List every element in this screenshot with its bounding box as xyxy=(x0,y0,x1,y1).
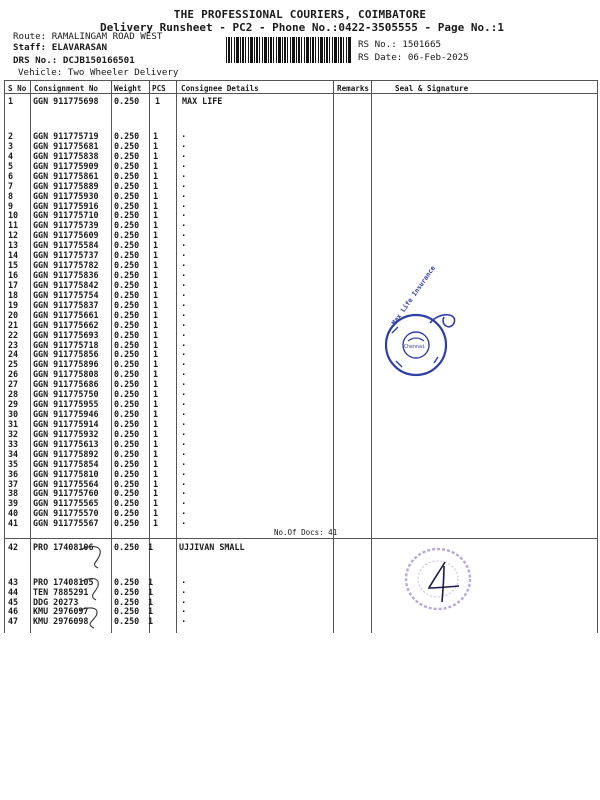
row-weight: 0.250 xyxy=(114,309,140,320)
col-divider xyxy=(371,80,372,633)
handwritten-marks xyxy=(78,540,118,630)
consignee-dot: . xyxy=(181,259,187,270)
row-sno: 18 xyxy=(8,289,19,300)
row-pcs: 1 xyxy=(153,369,159,380)
row-pcs: 1 xyxy=(153,428,159,439)
row-sno: 3 xyxy=(8,140,14,151)
signature-mark xyxy=(425,558,465,608)
row-sno: 27 xyxy=(8,379,19,390)
consignee-dot: . xyxy=(181,338,187,349)
col-header-weight: Weight xyxy=(114,84,142,93)
col-header-pcs: PCS xyxy=(152,84,166,93)
row-sno: 47 xyxy=(8,616,19,627)
row-weight: 0.250 xyxy=(114,468,140,479)
row-pcs: 1 xyxy=(153,140,159,151)
row-consignment-no: GGN 911775565 xyxy=(33,498,99,509)
barcode-image xyxy=(226,37,352,63)
row-pcs: 1 xyxy=(153,448,159,459)
row-pcs: 1 xyxy=(153,488,159,499)
row-pcs: 1 xyxy=(153,230,159,241)
row-sno: 22 xyxy=(8,329,19,340)
row-consignment-no: GGN 911775661 xyxy=(33,309,99,320)
row-sno: 16 xyxy=(8,270,19,281)
row-weight: 0.250 xyxy=(114,606,140,617)
consignee-dot: . xyxy=(181,169,187,180)
consignee-dot: . xyxy=(181,605,187,616)
row-sno: 9 xyxy=(8,200,14,211)
row-sno: 24 xyxy=(8,349,19,360)
consignee-dot: . xyxy=(181,308,187,319)
row-consignment-no: GGN 911775760 xyxy=(33,488,99,499)
row-weight: 0.250 xyxy=(114,379,140,390)
row-weight: 0.250 xyxy=(114,299,140,310)
consignee-dot: . xyxy=(181,249,187,260)
route-line xyxy=(13,31,162,42)
consignee-dot: . xyxy=(181,615,187,626)
row-pcs: 1 xyxy=(148,606,154,617)
table-right-border xyxy=(597,80,598,633)
row-consignment-no: GGN 911775914 xyxy=(33,418,99,429)
row-pcs: 1 xyxy=(153,319,159,330)
row-pcs: 1 xyxy=(153,339,159,350)
row-pcs: 1 xyxy=(153,468,159,479)
row-consignment-no: DDG 20273 xyxy=(33,596,79,607)
row-weight: 0.250 xyxy=(114,488,140,499)
row-consignment-no: GGN 911775698 xyxy=(33,96,99,106)
consignee-dot: . xyxy=(181,408,187,419)
docs-count: No.Of Docs: 41 xyxy=(274,528,338,537)
row-pcs: 1 xyxy=(153,289,159,300)
row-consignment-no: GGN 911775609 xyxy=(33,230,99,241)
row-consignment-no: KMU 2976098 xyxy=(33,616,89,627)
row-consignment-no: GGN 911775710 xyxy=(33,210,99,221)
row-pcs: 1 xyxy=(148,577,154,587)
row-consignment-no: GGN 911775955 xyxy=(33,399,99,410)
row-weight: 0.250 xyxy=(114,250,140,261)
consignee-dot: . xyxy=(181,159,187,170)
row-weight: 0.250 xyxy=(114,409,140,420)
runsheet-subtitle: Delivery Runsheet - PC2 - Phone No.:0422-3505555 - Page No.:1 xyxy=(100,21,504,34)
row-consignment-no: GGN 911775782 xyxy=(33,260,99,271)
row-pcs: 1 xyxy=(148,596,154,607)
consignee-dot: . xyxy=(181,517,187,528)
route-label: Route: xyxy=(13,31,47,42)
row-weight: 0.250 xyxy=(114,339,140,350)
row-weight: 0.250 xyxy=(114,596,140,607)
row-pcs: 1 xyxy=(153,210,159,221)
row-pcs: 1 xyxy=(153,349,159,360)
row-sno: 42 xyxy=(8,542,19,552)
rs-no-line xyxy=(358,39,441,50)
row-weight: 0.250 xyxy=(114,190,140,201)
col-header-consignee: Consignee Details xyxy=(181,84,259,93)
row-pcs: 1 xyxy=(153,399,159,410)
row-sno: 33 xyxy=(8,438,19,449)
row-pcs: 1 xyxy=(153,279,159,290)
row-weight: 0.250 xyxy=(114,279,140,290)
row-consignment-no: GGN 911775842 xyxy=(33,279,99,290)
consignee-dot: . xyxy=(181,595,187,606)
row-consignment-no: GGN 911775750 xyxy=(33,389,99,400)
row-consignment-no: GGN 911775613 xyxy=(33,438,99,449)
row-consignee: UJJIVAN SMALL xyxy=(179,542,245,552)
row-pcs: 1 xyxy=(153,518,159,529)
row-consignee: MAX LIFE xyxy=(182,96,223,106)
row-sno: 7 xyxy=(8,180,14,191)
row-pcs: 1 xyxy=(153,329,159,340)
row-weight: 0.250 xyxy=(114,96,140,106)
row-sno: 14 xyxy=(8,250,19,261)
row-pcs: 1 xyxy=(148,542,154,552)
row-consignment-no: GGN 911775567 xyxy=(33,518,99,529)
row-consignment-no: GGN 911775686 xyxy=(33,379,99,390)
consignee-dot: . xyxy=(181,398,187,409)
consignee-dot: . xyxy=(181,209,187,220)
row-consignment-no: GGN 911775584 xyxy=(33,240,99,251)
consignee-dot: . xyxy=(181,288,187,299)
row-weight: 0.250 xyxy=(114,160,140,171)
row-pcs: 1 xyxy=(153,498,159,509)
row-pcs: 1 xyxy=(153,438,159,449)
row-consignment-no: PRO 17408105 xyxy=(33,577,94,587)
row-sno: 5 xyxy=(8,160,14,171)
consignee-dot: . xyxy=(181,348,187,359)
row-weight: 0.250 xyxy=(114,518,140,529)
row-consignment-no: PRO 17408106 xyxy=(33,542,94,552)
row-consignment-no: GGN 911775837 xyxy=(33,299,99,310)
row-consignment-no: KMU 2976097 xyxy=(33,606,89,617)
row-weight: 0.250 xyxy=(114,180,140,191)
consignee-dot: . xyxy=(181,149,187,160)
row-pcs: 1 xyxy=(153,131,159,141)
row-consignment-no: GGN 911775856 xyxy=(33,349,99,360)
row-consignment-no: GGN 911775896 xyxy=(33,359,99,370)
row-consignment-no: GGN 911775854 xyxy=(33,458,99,469)
row-sno: 44 xyxy=(8,586,19,597)
seal-text: Max Life Insurance xyxy=(390,264,437,327)
consignee-dot: . xyxy=(181,199,187,210)
row-pcs: 1 xyxy=(153,200,159,211)
row-weight: 0.250 xyxy=(114,438,140,449)
row-consignment-no: GGN 911775681 xyxy=(33,140,99,151)
row-sno: 2 xyxy=(8,131,14,141)
consignee-dot: . xyxy=(181,378,187,389)
row-weight: 0.250 xyxy=(114,389,140,400)
row-pcs: 1 xyxy=(153,418,159,429)
consignee-dot: . xyxy=(181,437,187,448)
row-pcs: 1 xyxy=(153,260,159,271)
row-pcs: 1 xyxy=(153,409,159,420)
vehicle-value: Two Wheeler Delivery xyxy=(67,67,179,78)
col-divider xyxy=(176,80,177,633)
row-sno: 11 xyxy=(8,220,19,231)
row-sno: 39 xyxy=(8,498,19,509)
row-weight: 0.250 xyxy=(114,577,140,587)
row-weight: 0.250 xyxy=(114,418,140,429)
row-pcs: 1 xyxy=(153,250,159,261)
row-sno: 1 xyxy=(8,96,14,106)
row-pcs: 1 xyxy=(153,150,159,161)
consignee-dot: . xyxy=(181,477,187,488)
row-pcs: 1 xyxy=(153,389,159,400)
row-weight: 0.250 xyxy=(114,220,140,231)
row-consignment-no: GGN 911775693 xyxy=(33,329,99,340)
consignee-dot: . xyxy=(181,417,187,428)
consignee-dot: . xyxy=(181,447,187,458)
consignee-dot: . xyxy=(181,358,187,369)
row-sno: 38 xyxy=(8,488,19,499)
row-sno: 8 xyxy=(8,190,14,201)
vehicle-line xyxy=(18,67,178,78)
consignee-dot: . xyxy=(181,585,187,596)
row-consignment-no: GGN 911775570 xyxy=(33,508,99,519)
rs-date-label: RS Date: xyxy=(358,52,403,63)
row-consignment-no: GGN 911775892 xyxy=(33,448,99,459)
row-sno: 17 xyxy=(8,279,19,290)
consignee-dot: . xyxy=(181,328,187,339)
col-divider xyxy=(30,80,31,633)
row-pcs: 1 xyxy=(153,270,159,281)
route-value: RAMALINGAM ROAD WEST xyxy=(51,31,163,42)
table-header-border xyxy=(4,93,598,94)
row-consignment-no: GGN 911775916 xyxy=(33,200,99,211)
rs-no-label: RS No.: xyxy=(358,39,397,50)
rs-date-value: 06-Feb-2025 xyxy=(407,52,469,63)
consignee-dot: . xyxy=(181,229,187,240)
company-title: THE PROFESSIONAL COURIERS, COIMBATORE xyxy=(173,8,427,21)
row-pcs: 1 xyxy=(153,478,159,489)
row-consignment-no: GGN 911775838 xyxy=(33,150,99,161)
row-consignment-no: GGN 911775754 xyxy=(33,289,99,300)
row-weight: 0.250 xyxy=(114,616,140,627)
consignee-dot: . xyxy=(181,427,187,438)
row-consignment-no: GGN 911775861 xyxy=(33,170,99,181)
row-pcs: 1 xyxy=(153,180,159,191)
consignee-dot: . xyxy=(181,368,187,379)
row-weight: 0.250 xyxy=(114,289,140,300)
row-consignment-no: GGN 911775662 xyxy=(33,319,99,330)
row-sno: 45 xyxy=(8,596,19,607)
consignee-dot: . xyxy=(181,239,187,250)
row-weight: 0.250 xyxy=(114,399,140,410)
row-weight: 0.250 xyxy=(114,458,140,469)
row-sno: 20 xyxy=(8,309,19,320)
row-sno: 26 xyxy=(8,369,19,380)
consignee-dot: . xyxy=(181,278,187,289)
consignee-dot: . xyxy=(181,130,187,140)
row-weight: 0.250 xyxy=(114,349,140,360)
row-sno: 30 xyxy=(8,409,19,420)
drs-value: DCJB150166501 xyxy=(62,55,135,66)
row-weight: 0.250 xyxy=(114,586,140,597)
row-consignment-no: TEN 7885291 xyxy=(33,586,89,597)
row-weight: 0.250 xyxy=(114,359,140,370)
row-sno: 6 xyxy=(8,170,14,181)
consignee-dot: . xyxy=(181,487,187,498)
row-pcs: 1 xyxy=(148,586,154,597)
row-sno: 12 xyxy=(8,230,19,241)
consignee-dot: . xyxy=(181,189,187,200)
row-sno: 28 xyxy=(8,389,19,400)
row-consignment-no: GGN 911775889 xyxy=(33,180,99,191)
row-consignment-no: GGN 911775739 xyxy=(33,220,99,231)
col-header-consignment: Consignment No xyxy=(34,84,99,93)
row-consignment-no: GGN 911775946 xyxy=(33,409,99,420)
row-consignment-no: GGN 911775930 xyxy=(33,190,99,201)
consignee-dot: . xyxy=(181,497,187,508)
row-sno: 37 xyxy=(8,478,19,489)
row-consignment-no: GGN 911775836 xyxy=(33,270,99,281)
row-consignment-no: GGN 911775564 xyxy=(33,478,99,489)
row-weight: 0.250 xyxy=(114,319,140,330)
row-weight: 0.250 xyxy=(114,260,140,271)
row-weight: 0.250 xyxy=(114,200,140,211)
consignee-dot: . xyxy=(181,219,187,230)
row-weight: 0.250 xyxy=(114,140,140,151)
rs-no-value: 1501665 xyxy=(402,39,442,50)
row-consignment-no: GGN 911775932 xyxy=(33,428,99,439)
row-sno: 15 xyxy=(8,260,19,271)
drs-label: DRS No.: xyxy=(13,55,58,66)
col-divider xyxy=(333,80,334,633)
row-pcs: 1 xyxy=(153,170,159,181)
row-pcs: 1 xyxy=(153,240,159,251)
consignee-dot: . xyxy=(181,576,187,586)
consignee-dot: . xyxy=(181,457,187,468)
row-pcs: 1 xyxy=(153,458,159,469)
col-header-seal: Seal & Signature xyxy=(395,84,469,93)
row-weight: 0.250 xyxy=(114,230,140,241)
consignee-dot: . xyxy=(181,298,187,309)
consignee-dot: . xyxy=(181,179,187,190)
row-weight: 0.250 xyxy=(114,508,140,519)
row-weight: 0.250 xyxy=(114,150,140,161)
drs-line xyxy=(13,55,135,66)
row-sno: 19 xyxy=(8,299,19,310)
table-top-border xyxy=(4,80,598,81)
row-weight: 0.250 xyxy=(114,131,140,141)
row-pcs: 1 xyxy=(148,616,154,627)
row-sno: 21 xyxy=(8,319,19,330)
row-weight: 0.250 xyxy=(114,369,140,380)
row-weight: 0.250 xyxy=(114,270,140,281)
consignee-dot: . xyxy=(181,388,187,399)
staff-line xyxy=(13,42,107,53)
col-header-sno: S No xyxy=(8,84,27,93)
row-consignment-no: GGN 911775718 xyxy=(33,339,99,350)
row-sno: 29 xyxy=(8,399,19,410)
row-pcs: 1 xyxy=(153,220,159,231)
table-left-border xyxy=(4,80,5,633)
row-weight: 0.250 xyxy=(114,329,140,340)
row-pcs: 1 xyxy=(153,160,159,171)
row-consignment-no: GGN 911775719 xyxy=(33,131,99,141)
row-pcs: 1 xyxy=(155,96,161,106)
row-sno: 43 xyxy=(8,577,19,587)
staff-value: ELAVARASAN xyxy=(51,42,108,53)
row-sno: 40 xyxy=(8,508,19,519)
row-consignment-no: GGN 911775808 xyxy=(33,369,99,380)
row-sno: 4 xyxy=(8,150,14,161)
row-sno: 23 xyxy=(8,339,19,350)
row-consignment-no: GGN 911775810 xyxy=(33,468,99,479)
row-sno: 13 xyxy=(8,240,19,251)
consignee-dot: . xyxy=(181,507,187,518)
vehicle-label: Vehicle: xyxy=(18,67,63,78)
row-consignment-no: GGN 911775909 xyxy=(33,160,99,171)
row-sno: 46 xyxy=(8,606,19,617)
row-sno: 10 xyxy=(8,210,19,221)
row-consignment-no: GGN 911775737 xyxy=(33,250,99,261)
row-weight: 0.250 xyxy=(114,240,140,251)
row-sno: 36 xyxy=(8,468,19,479)
row-pcs: 1 xyxy=(153,359,159,370)
group-divider xyxy=(4,538,598,539)
row-pcs: 1 xyxy=(153,508,159,519)
row-sno: 32 xyxy=(8,428,19,439)
seal-inner-text: Chennai xyxy=(404,344,426,350)
row-weight: 0.250 xyxy=(114,542,140,552)
consignee-dot: . xyxy=(181,467,187,478)
staff-label: Staff: xyxy=(13,42,47,53)
row-weight: 0.250 xyxy=(114,170,140,181)
row-sno: 35 xyxy=(8,458,19,469)
row-weight: 0.250 xyxy=(114,210,140,221)
col-header-remarks: Remarks xyxy=(337,84,370,93)
row-weight: 0.250 xyxy=(114,448,140,459)
row-weight: 0.250 xyxy=(114,428,140,439)
row-sno: 31 xyxy=(8,418,19,429)
row-weight: 0.250 xyxy=(114,478,140,489)
rs-date-line xyxy=(358,52,469,63)
row-pcs: 1 xyxy=(153,309,159,320)
row-weight: 0.250 xyxy=(114,498,140,509)
row-sno: 41 xyxy=(8,518,19,529)
consignee-dot: . xyxy=(181,139,187,150)
row-pcs: 1 xyxy=(153,379,159,390)
row-pcs: 1 xyxy=(153,299,159,310)
consignee-dot: . xyxy=(181,318,187,329)
consignee-dot: . xyxy=(181,269,187,280)
row-pcs: 1 xyxy=(153,190,159,201)
row-sno: 34 xyxy=(8,448,19,459)
row-sno: 25 xyxy=(8,359,19,370)
